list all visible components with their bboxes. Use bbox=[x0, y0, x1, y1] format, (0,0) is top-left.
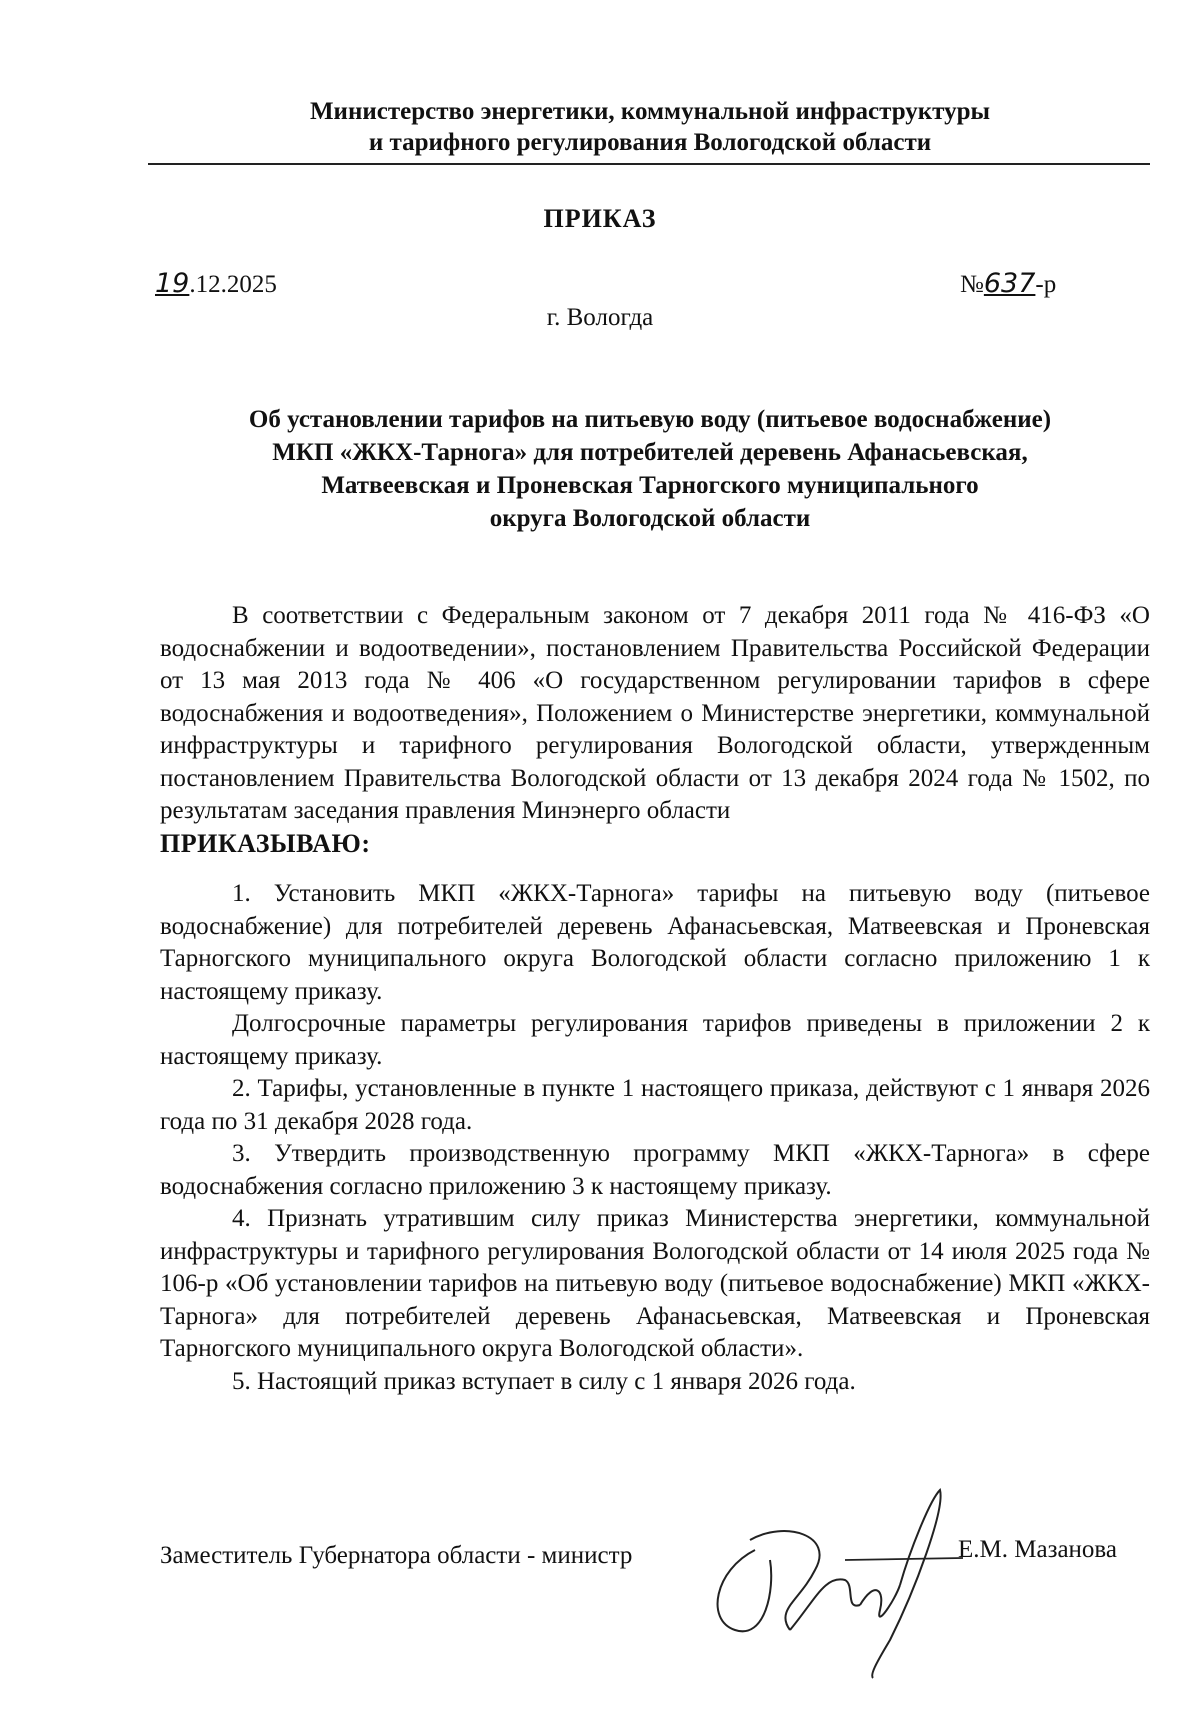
subject-line-2: МКП «ЖКХ-Тарнога» для потребителей деревень Афанасьевская, bbox=[272, 439, 1028, 466]
order-number bbox=[960, 268, 1056, 299]
subject-line-1: Об установлении тарифов на питьевую воду (питьевое водоснабжение) bbox=[248, 406, 1052, 433]
ministry-line-1: Министерство энергетики, коммунальной инфраструктуры bbox=[309, 98, 991, 125]
item-3-paragraph: 3. Утвердить производственную программу МКП «ЖКХ-Тарнога» в сфере водоснабжения согласно приложению 3 к настоящему приказу. bbox=[160, 1140, 1150, 1200]
order-number-value: 637 bbox=[983, 268, 1036, 299]
order-date-day: 19 bbox=[155, 268, 190, 299]
order-subject bbox=[150, 403, 1150, 535]
header-divider bbox=[148, 163, 1150, 165]
handwritten-signature bbox=[695, 1480, 965, 1680]
decree-word: ПРИКАЗЫВАЮ: bbox=[160, 828, 371, 858]
signer-role: Заместитель Губернатора области - министр bbox=[160, 1542, 633, 1569]
item-2-paragraph: 2. Тарифы, установленные в пункте 1 настоящего приказа, действуют с 1 января 2026 года по 31 декабря 2028 года. bbox=[160, 1075, 1150, 1135]
ministry-line-2: и тарифного регулирования Вологодской области bbox=[368, 129, 932, 156]
signer-name: Е.М. Мазанова bbox=[958, 1536, 1117, 1563]
order-number-prefix: № bbox=[960, 271, 984, 298]
order-date bbox=[155, 268, 277, 299]
preamble-paragraph: В соответствии с Федеральным законом от 7 декабря 2011 года № 416-ФЗ «О водоснабжении и водоотведении», постановлением Правительства Российской Федерации от 13 мая 2013 года № 406 «О государственном регулировании тарифов в сфере водоснабжения и водоотведения», Положением о Министерстве энергетики, коммунальной инфраструктуры и тарифного регулирования Вологодской области, утвержденным постановлением Правительства Вологодской области от 13 декабря 2024 года № 1502, по результатам заседания правления Минэнерго области bbox=[160, 602, 1150, 824]
order-city: г. Вологда bbox=[546, 304, 654, 331]
item-1-paragraph: 1. Установить МКП «ЖКХ-Тарнога» тарифы на питьевую воду (питьевое водоснабжение) для потребителей деревень Афанасьевская, Матвеевская и Проневская Тарногского муниципального округа Вологодской области согласно приложению 1 к настоящему приказу. bbox=[160, 880, 1150, 1005]
order-title: ПРИКАЗ bbox=[543, 204, 657, 233]
order-date-rest: .12.2025 bbox=[189, 271, 277, 298]
ministry-header bbox=[150, 96, 1150, 158]
subject-line-4: округа Вологодской области bbox=[489, 505, 811, 532]
order-body bbox=[160, 600, 1150, 1398]
order-number-suffix: -р bbox=[1035, 271, 1057, 298]
item-1b-paragraph: Долгосрочные параметры регулирования тарифов приведены в приложении 2 к настоящему приказу. bbox=[160, 1010, 1150, 1070]
item-5-paragraph: 5. Настоящий приказ вступает в силу с 1 января 2026 года. bbox=[232, 1367, 856, 1395]
subject-line-3: Матвеевская и Проневская Тарногского муниципального bbox=[321, 472, 979, 499]
item-4-paragraph: 4. Признать утратившим силу приказ Министерства энергетики, коммунальной инфраструктуры и тарифного регулирования Вологодской области от 14 июля 2025 года № 106-р «Об установлении тарифов на питьевую воду (питьевое водоснабжение) МКП «ЖКХ-Тарнога» для потребителей деревень Афанасьевская, Матвеевская и Проневская Тарногского муниципального округа Вологодской области». bbox=[160, 1205, 1150, 1362]
